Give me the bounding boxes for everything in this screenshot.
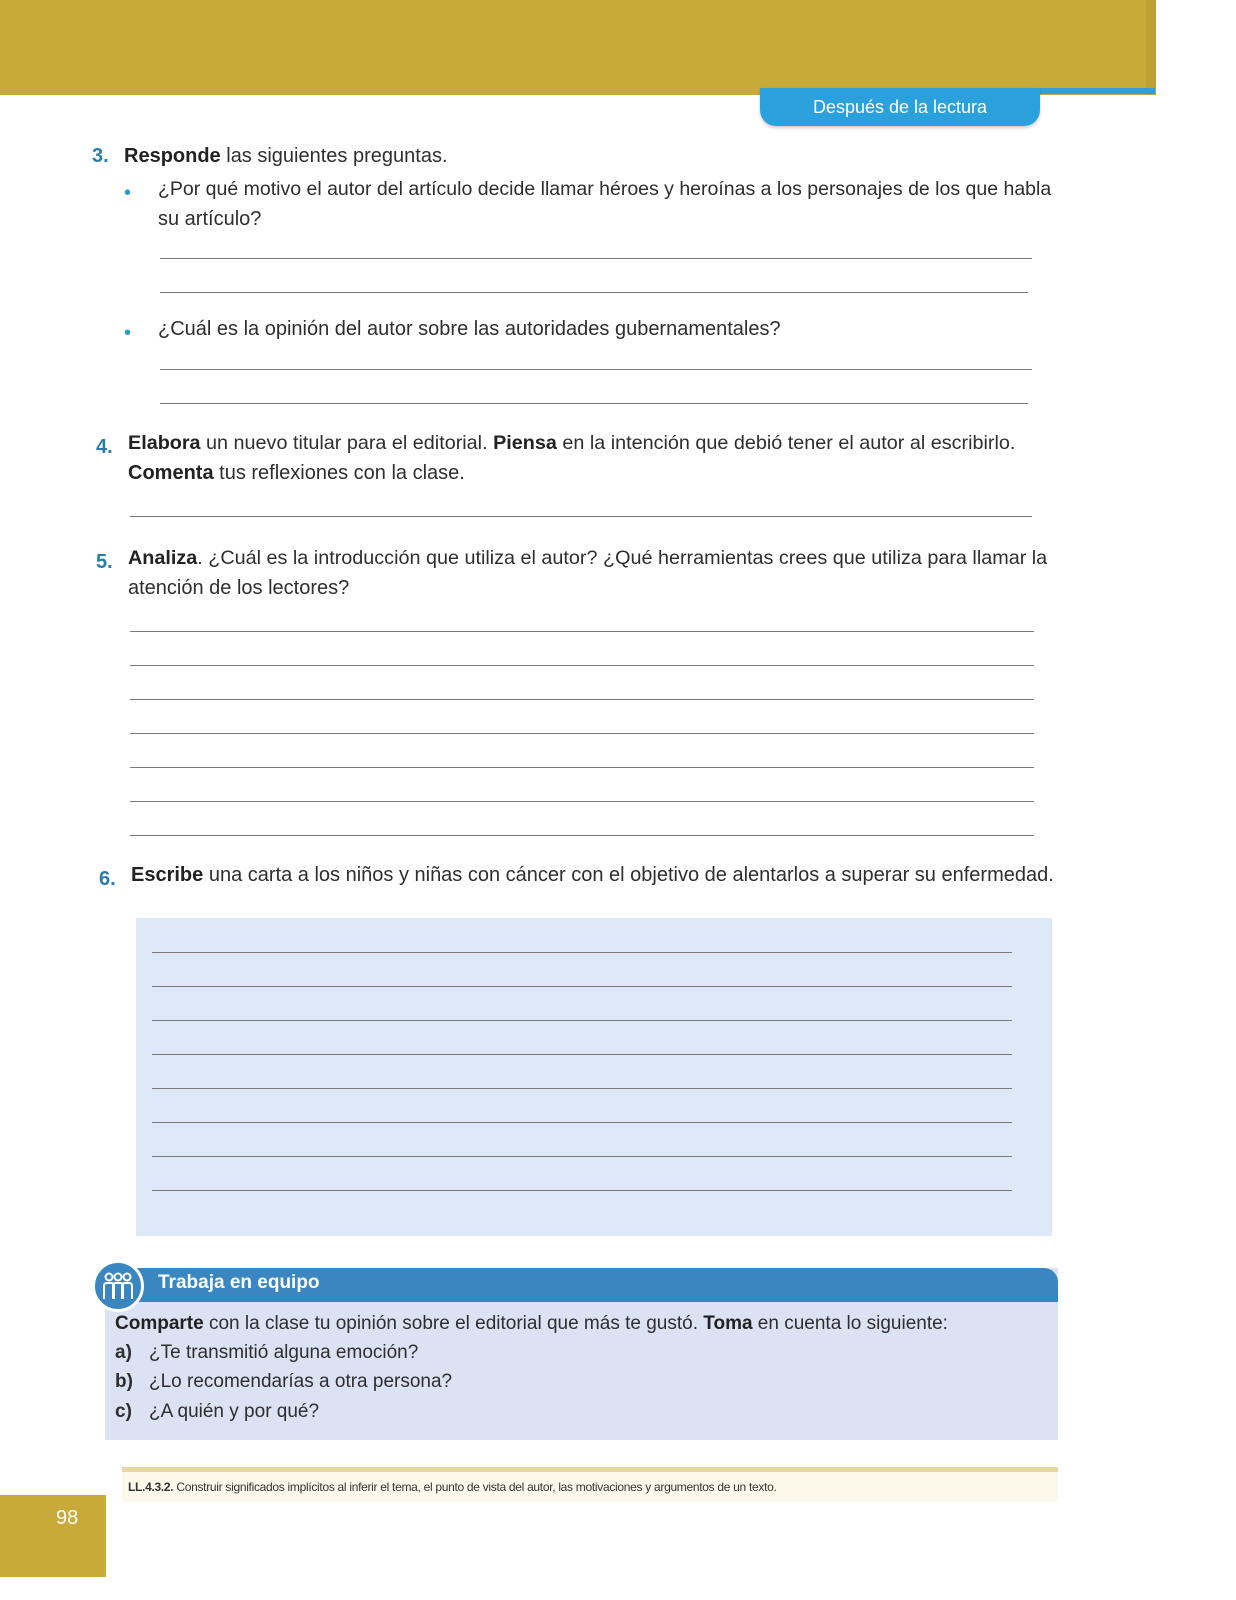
answer-line[interactable] [152, 1156, 1012, 1157]
q3-prompt [124, 141, 448, 171]
q5-text2: atención de los lectores? [128, 577, 350, 599]
team-item [115, 1398, 319, 1426]
answer-line[interactable] [130, 767, 1034, 768]
q6-prompt [131, 860, 1054, 890]
answer-line[interactable] [160, 258, 1032, 259]
q3-verb: Responde [124, 145, 221, 167]
q3-bullet1 [158, 174, 1052, 234]
team-work-title: Trabaja en equipo [158, 1272, 320, 1293]
answer-line[interactable] [152, 1122, 1012, 1123]
curriculum-text: Construir significados implícitos al inferir el tema, el punto de vista del autor, las motivaciones y argumentos de un texto. [173, 1480, 777, 1494]
q5-prompt [128, 543, 1048, 603]
q4-verb3: Comenta [128, 462, 214, 484]
page-number: 98 [56, 1507, 79, 1529]
q3-bullet1-line2: su artículo? [158, 208, 262, 230]
q4-text1: un nuevo titular para el editorial. [200, 432, 494, 454]
section-label: Después de la lectura [812, 96, 988, 117]
team-item-letter: b) [115, 1371, 133, 1392]
answer-line[interactable] [130, 665, 1034, 666]
answer-line[interactable] [152, 1020, 1012, 1021]
answer-line[interactable] [152, 986, 1012, 987]
q3-bullet1-line1: ¿Por qué motivo el autor del artículo decide llamar héroes y heroínas a los personajes de los que habla [158, 178, 1052, 200]
q3-rest: las siguientes preguntas. [220, 145, 448, 167]
team-item-text: ¿Te transmitió alguna emoción? [149, 1342, 419, 1363]
answer-line[interactable] [130, 801, 1034, 802]
team-text1: con la clase tu opinión sobre el editorial que más te gustó. [203, 1313, 704, 1334]
answer-line[interactable] [152, 952, 1012, 953]
team-verb1: Comparte [115, 1313, 204, 1334]
bullet-dot: • [124, 322, 132, 344]
q5-text1: . ¿Cuál es la introducción que utiliza el autor? ¿Qué herramientas crees que utiliza para llamar la [197, 547, 1048, 569]
q3-number: 3. [92, 145, 109, 167]
answer-line[interactable] [130, 733, 1034, 734]
team-verb2: Toma [703, 1313, 753, 1334]
q6-text: una carta a los niños y niñas con cáncer con el objetivo de alentarlos a superar su enfermedad. [203, 864, 1054, 886]
q5-number: 5. [96, 551, 113, 573]
team-item-letter: c) [115, 1401, 132, 1422]
q5-verb: Analiza [128, 547, 198, 569]
answer-line[interactable] [130, 631, 1034, 632]
q4-prompt [128, 428, 1034, 488]
answer-line[interactable] [130, 516, 1032, 517]
answer-line[interactable] [160, 403, 1028, 404]
q4-verb2: Piensa [493, 432, 557, 454]
answer-line[interactable] [152, 1190, 1012, 1191]
team-people-icon [92, 1260, 144, 1312]
team-item-text: ¿Lo recomendarías a otra persona? [149, 1371, 453, 1392]
q4-text3: tus reflexiones con la clase. [213, 462, 465, 484]
answer-line[interactable] [160, 292, 1028, 293]
curriculum-code: LL.4.3.2. [128, 1480, 174, 1494]
team-item-letter: a) [115, 1342, 132, 1363]
curriculum-note [128, 1480, 777, 1494]
q6-verb: Escribe [131, 864, 204, 886]
q4-verb1: Elabora [128, 432, 201, 454]
letter-writing-box [136, 918, 1052, 1236]
section-tab [760, 88, 1040, 126]
page-number-box [0, 1495, 106, 1577]
answer-line[interactable] [152, 1054, 1012, 1055]
team-item [115, 1368, 452, 1396]
team-item [115, 1339, 418, 1367]
answer-line[interactable] [160, 369, 1032, 370]
bullet-dot: • [124, 182, 132, 204]
q3-bullet2: ¿Cuál es la opinión del autor sobre las autoridades gubernamentales? [158, 318, 781, 340]
answer-line[interactable] [152, 1088, 1012, 1089]
team-item-text: ¿A quién y por qué? [149, 1401, 320, 1422]
team-prompt [115, 1310, 948, 1338]
top-color-band [0, 0, 1150, 95]
q4-number: 4. [96, 436, 113, 458]
team-text2: en cuenta lo siguiente: [752, 1313, 948, 1334]
answer-line[interactable] [130, 699, 1034, 700]
q4-text2: en la intención que debió tener el autor al escribirlo. [556, 432, 1016, 454]
answer-line[interactable] [130, 835, 1034, 836]
q6-number: 6. [99, 868, 116, 890]
